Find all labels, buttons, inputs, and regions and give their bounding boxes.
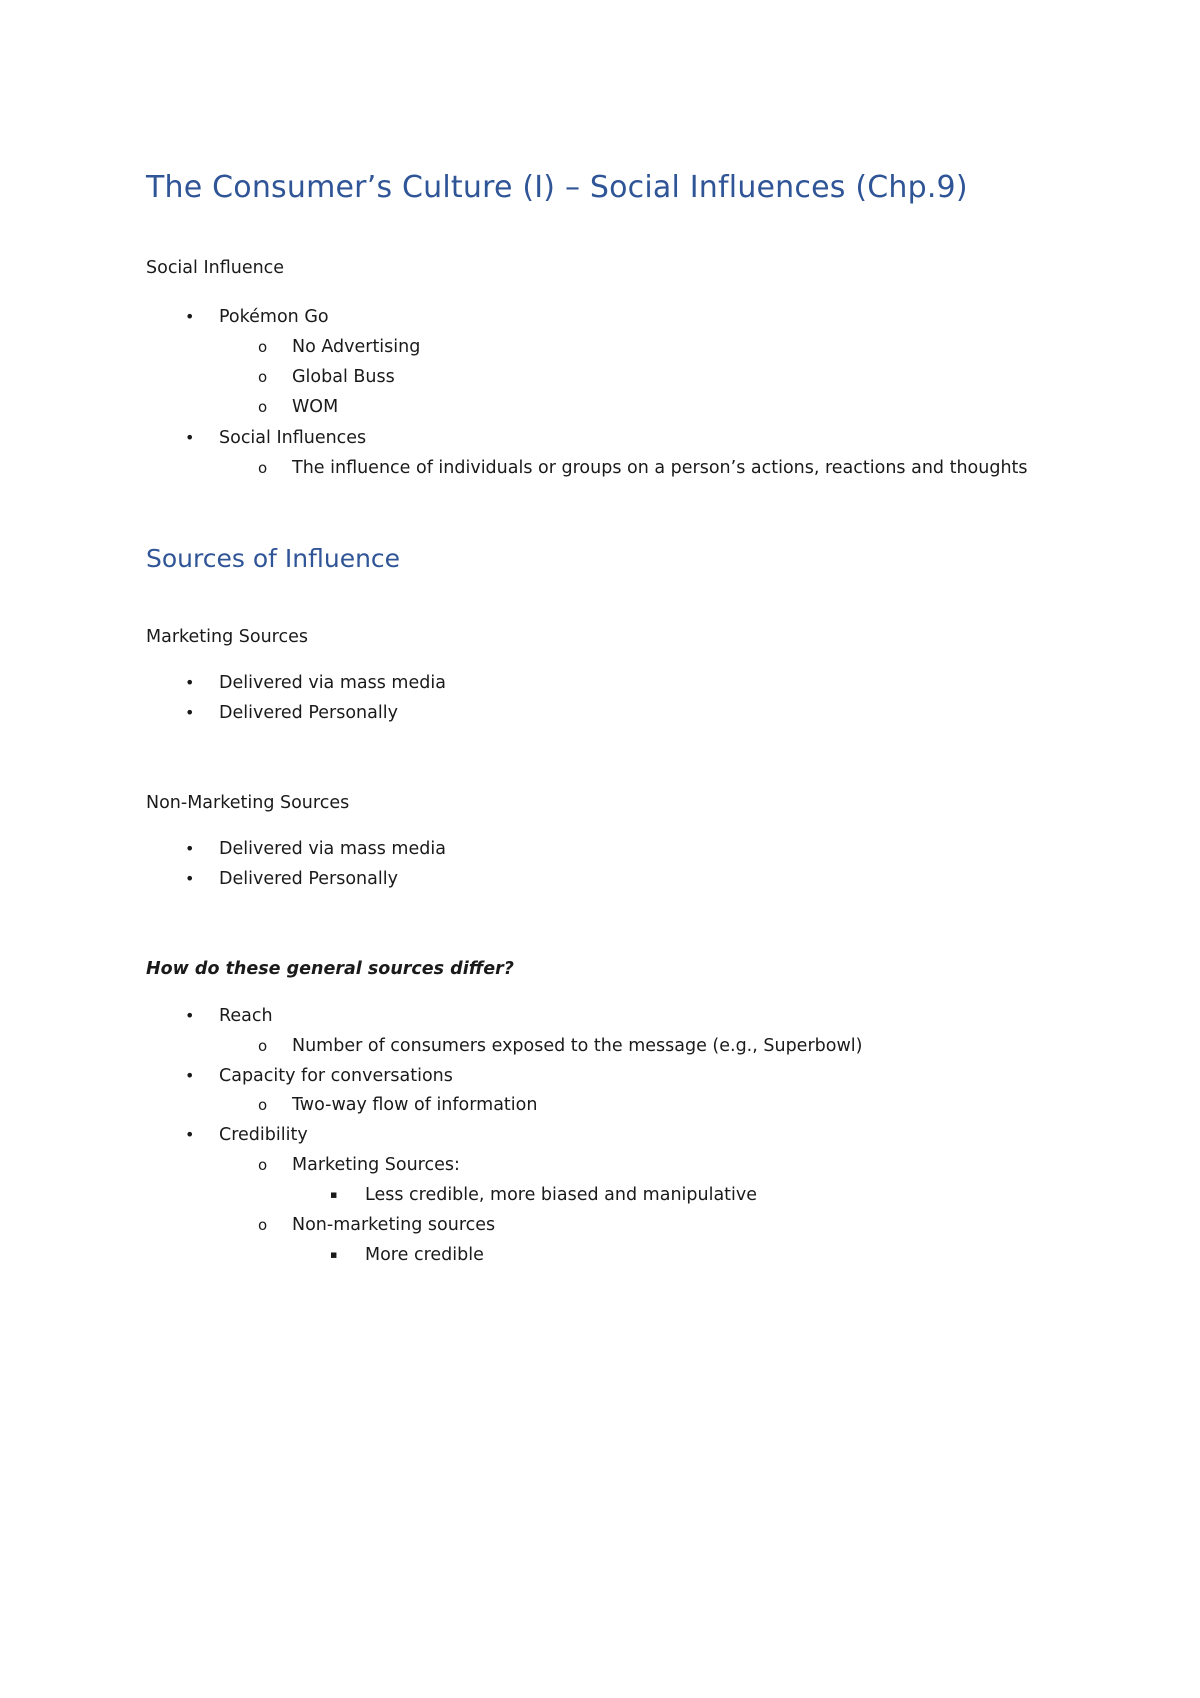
square-marker: ▪ xyxy=(330,1188,338,1201)
bullet-marker: • xyxy=(185,1066,195,1085)
list-item-text: Delivered Personally xyxy=(219,869,398,889)
list-item xyxy=(258,1214,496,1236)
list-item xyxy=(185,672,446,694)
circle-marker: o xyxy=(258,1156,268,1174)
circle-marker: o xyxy=(258,368,268,386)
list-item-text: Marketing Sources: xyxy=(292,1155,460,1175)
list-item xyxy=(258,336,421,358)
list-item-text: More credible xyxy=(365,1245,484,1265)
bullet-marker: • xyxy=(185,307,195,326)
list-item xyxy=(258,396,339,418)
list-item xyxy=(185,702,398,724)
section-label-non-marketing-sources: Non-Marketing Sources xyxy=(146,793,350,813)
list-item xyxy=(258,1154,460,1176)
list-item xyxy=(185,838,446,860)
bullet-marker: • xyxy=(185,1006,195,1025)
circle-marker: o xyxy=(258,398,268,416)
list-item-text: Social Influences xyxy=(219,428,367,448)
circle-marker: o xyxy=(258,338,268,356)
list-item-text: WOM xyxy=(292,397,339,417)
bullet-marker: • xyxy=(185,1125,195,1144)
list-item-text: Capacity for conversations xyxy=(219,1066,453,1086)
list-item-text: Two-way flow of information xyxy=(292,1095,538,1115)
list-item xyxy=(185,1124,308,1146)
list-item xyxy=(258,1094,538,1116)
section-heading-sources-of-influence: Sources of Influence xyxy=(146,544,401,573)
list-item-text: Reach xyxy=(219,1006,273,1026)
square-marker: ▪ xyxy=(330,1248,338,1261)
list-item-text: Delivered Personally xyxy=(219,703,398,723)
list-item xyxy=(185,1005,273,1027)
list-item-text: Pokémon Go xyxy=(219,307,329,327)
bullet-marker: • xyxy=(185,703,195,722)
bullet-marker: • xyxy=(185,869,195,888)
bullet-marker: • xyxy=(185,839,195,858)
bullet-marker: • xyxy=(185,673,195,692)
list-item-text: Number of consumers exposed to the message (e.g., Superbowl) xyxy=(292,1036,863,1056)
document-title: The Consumer’s Culture (I) – Social Influences (Chp.9) xyxy=(146,170,968,205)
circle-marker: o xyxy=(258,459,268,477)
list-item-text: Less credible, more biased and manipulative xyxy=(365,1185,758,1205)
list-item xyxy=(185,1065,453,1087)
list-item xyxy=(258,457,1028,479)
list-item xyxy=(258,1035,863,1057)
circle-marker: o xyxy=(258,1037,268,1055)
list-item xyxy=(185,427,367,449)
list-item xyxy=(330,1244,484,1266)
list-item-text: The influence of individuals or groups on a person’s actions, reactions and thoughts xyxy=(292,458,1028,478)
list-item xyxy=(258,366,395,388)
list-item-text: Global Buss xyxy=(292,367,395,387)
question-heading: How do these general sources differ? xyxy=(146,959,514,979)
list-item-text: Non-marketing sources xyxy=(292,1215,496,1235)
list-item-text: Delivered via mass media xyxy=(219,839,446,859)
list-item xyxy=(185,306,329,328)
section-label-marketing-sources: Marketing Sources xyxy=(146,627,309,647)
list-item xyxy=(330,1184,758,1206)
circle-marker: o xyxy=(258,1096,268,1114)
list-item xyxy=(185,868,398,890)
list-item-text: Credibility xyxy=(219,1125,308,1145)
circle-marker: o xyxy=(258,1216,268,1234)
section-label-social-influence: Social Influence xyxy=(146,258,285,278)
bullet-marker: • xyxy=(185,428,195,447)
list-item-text: Delivered via mass media xyxy=(219,673,446,693)
list-item-text: No Advertising xyxy=(292,337,421,357)
